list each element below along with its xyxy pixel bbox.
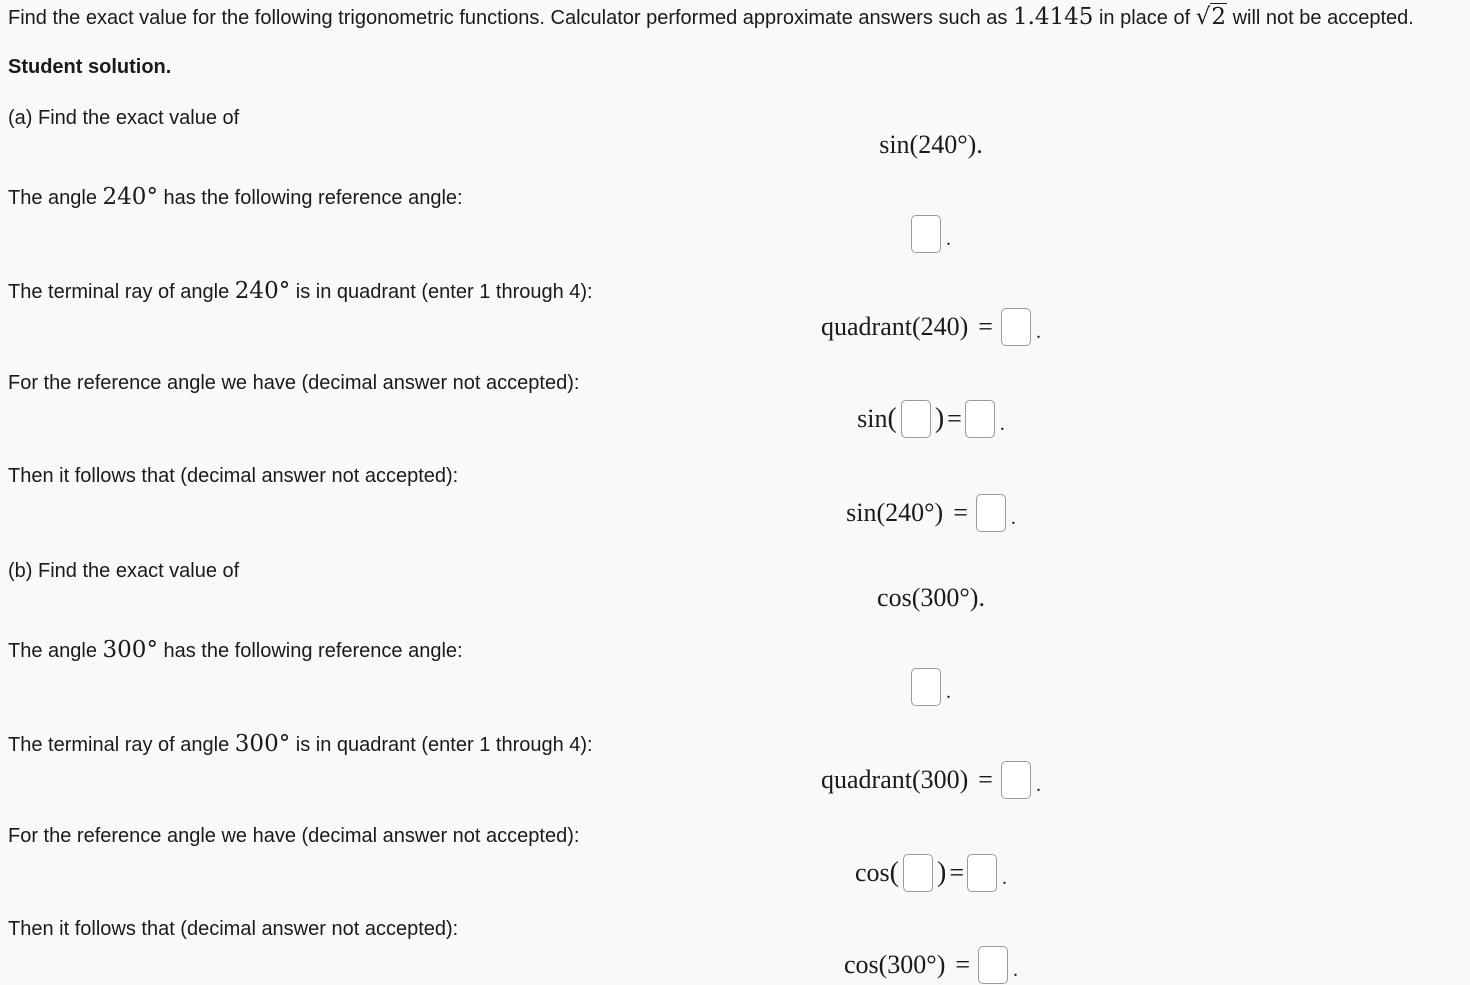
equals: = [978, 312, 993, 341]
angle-value: 240 [102, 184, 147, 210]
final-value-input[interactable] [978, 946, 1008, 984]
paren: ) [936, 950, 946, 979]
degree-symbol: ° [926, 950, 937, 979]
equals: = [947, 404, 962, 433]
part-b-expression [0, 583, 1470, 613]
angle-value: 240 [885, 498, 925, 527]
ref-value-input[interactable] [967, 854, 997, 892]
paren: ) [934, 403, 945, 434]
paren: ( [878, 950, 888, 979]
sqrt-argument: 2 [1211, 4, 1227, 30]
paren: ( [876, 498, 886, 527]
part-a-refval-prompt: For the reference angle we have (decimal answer not accepted): [8, 372, 580, 394]
paren: ) [969, 583, 979, 612]
section-heading: Student solution. [8, 56, 172, 78]
period: . [976, 130, 983, 159]
text: The angle [8, 187, 97, 209]
text: has the following reference angle: [163, 640, 463, 662]
degree-symbol: ° [957, 130, 968, 159]
degree-symbol: ° [278, 731, 291, 757]
period: . [978, 583, 985, 612]
paren: ) [967, 130, 977, 159]
instructions-text-3: will not be accepted. [1232, 7, 1414, 29]
part-b-then-prompt: Then it follows that (decimal answer not accepted): [8, 918, 459, 940]
part-a-quad-prompt [8, 278, 593, 304]
paren: ) [937, 857, 947, 888]
part-a-ref-answer [0, 215, 1470, 259]
instructions [8, 4, 1414, 30]
paren: ) [934, 498, 944, 527]
paren: ( [911, 583, 921, 612]
part-a-then-prompt: Then it follows that (decimal answer not accepted): [8, 465, 459, 487]
quadrant-input[interactable] [1001, 308, 1031, 346]
period: . [1010, 507, 1016, 529]
fn-name: cos [877, 583, 912, 612]
approx-value: 1.4145 [1012, 4, 1094, 30]
part-a-refval-answer [0, 400, 1470, 438]
part-a-final-answer [0, 494, 1470, 532]
part-a-intro: (a) Find the exact value of [8, 107, 240, 129]
sqrt-expression: √2 [1195, 4, 1227, 30]
degree-symbol: ° [278, 278, 291, 304]
text: is in quadrant (enter 1 through 4): [295, 281, 593, 303]
part-b-refval-prompt: For the reference angle we have (decimal answer not accepted): [8, 825, 580, 847]
angle-value: 240 [234, 278, 279, 304]
quadrant-label: quadrant(300) [821, 765, 969, 794]
angle-value: 300 [887, 950, 927, 979]
instructions-text-2: in place of [1098, 7, 1191, 29]
fn-name: cos [855, 858, 890, 887]
angle-value: 240 [918, 130, 958, 159]
period: . [1035, 321, 1041, 343]
equals: = [955, 950, 971, 979]
part-b-quad-prompt [8, 731, 593, 757]
part-b-refval-answer [0, 854, 1470, 892]
part-a-ref-prompt [8, 184, 463, 210]
quadrant-label: quadrant(240) [821, 312, 969, 341]
period: . [1002, 867, 1007, 889]
part-b-ref-answer [0, 668, 1470, 712]
ref-value-input[interactable] [965, 400, 995, 438]
ref-angle-input[interactable] [911, 668, 941, 706]
text: The angle [8, 640, 97, 662]
instructions-text: Find the exact value for the following trigonometric functions. Calculator performed approximate answers such as [8, 7, 1008, 29]
ref-angle-input[interactable] [911, 215, 941, 253]
quadrant-input[interactable] [1001, 761, 1031, 799]
text: has the following reference angle: [163, 187, 463, 209]
final-value-input[interactable] [976, 494, 1006, 532]
period: . [1035, 774, 1041, 796]
fn-name: sin [879, 130, 910, 159]
degree-symbol: ° [959, 583, 970, 612]
ref-angle-arg-input[interactable] [903, 854, 933, 892]
degree-symbol: ° [146, 637, 158, 663]
text: The terminal ray of angle [8, 734, 230, 756]
part-b-ref-prompt [8, 637, 463, 663]
paren: ( [887, 403, 897, 434]
fn-name: sin [846, 498, 877, 527]
equals: = [978, 765, 993, 794]
part-b-quad-answer [0, 761, 1470, 799]
period: . [946, 681, 951, 703]
part-a-expression [0, 130, 1470, 160]
angle-value: 300 [102, 637, 147, 663]
text: is in quadrant (enter 1 through 4): [295, 734, 593, 756]
angle-value: 300 [920, 583, 960, 612]
part-a-quad-answer [0, 308, 1470, 346]
part-b-final-answer [0, 946, 1470, 984]
period: . [1013, 959, 1019, 981]
part-b-intro: (b) Find the exact value of [8, 560, 240, 582]
angle-value: 300 [234, 731, 279, 757]
paren: ( [889, 857, 899, 888]
equals: = [953, 498, 968, 527]
fn-name: sin [857, 404, 888, 433]
paren: ( [909, 130, 919, 159]
period: . [946, 228, 951, 250]
period: . [999, 413, 1005, 435]
fn-name: cos [843, 950, 879, 979]
text: The terminal ray of angle [8, 281, 230, 303]
ref-angle-arg-input[interactable] [901, 400, 931, 438]
equals: = [949, 858, 964, 887]
degree-symbol: ° [146, 184, 158, 210]
degree-symbol: ° [924, 498, 935, 527]
